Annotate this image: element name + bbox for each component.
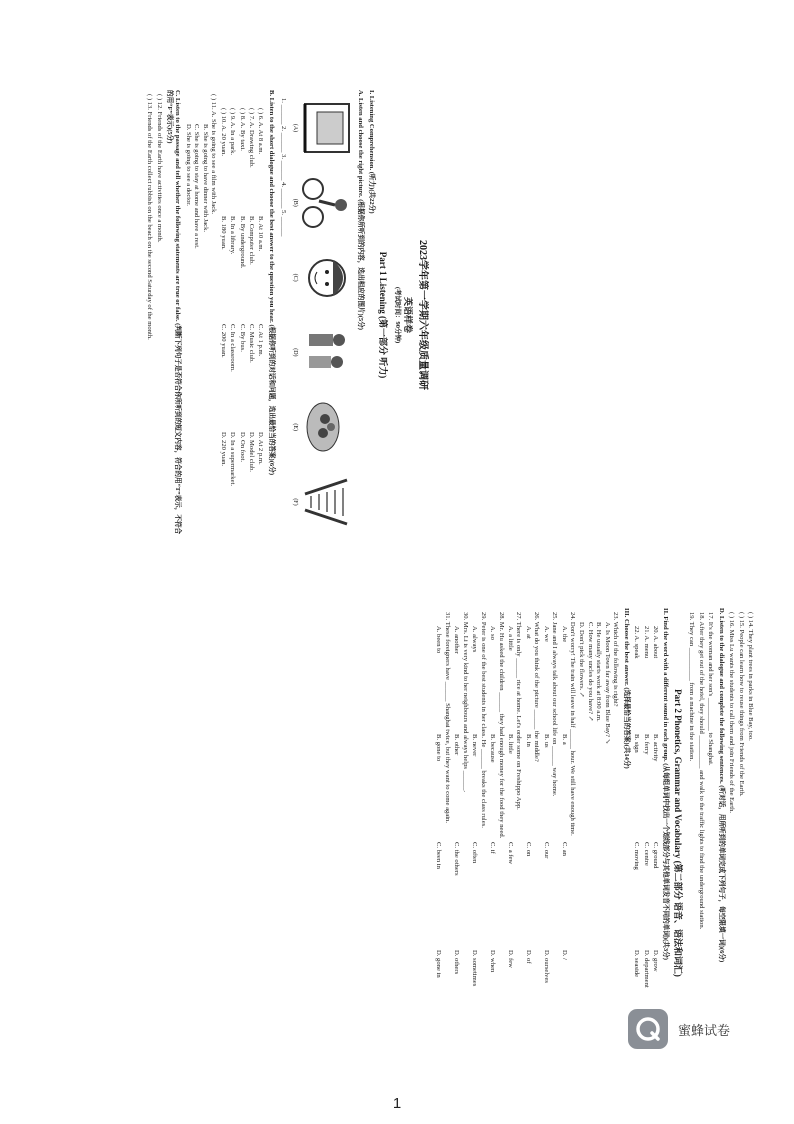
part1-heading: Part 1 Listening (第一部分 听力) xyxy=(378,251,389,379)
statement-13[interactable]: ( ) 13. Friends of the Earth collect rubbish on the beach on the second Saturday of the month. xyxy=(146,94,154,340)
exam-title: 2023学年第一学期六年级质量调研 xyxy=(417,240,428,390)
family-picture xyxy=(299,322,353,382)
question-31[interactable]: 31. These foreigners have ______ Shanghai twice, but they want to come again. A. been to B. gone to C. been in D. gone in xyxy=(435,612,451,978)
fill-17[interactable]: 17. It's the woman and her son's __________ to Shanghai. xyxy=(707,612,715,766)
fill-18[interactable]: 18. After they get out of the hotel, they should __________ and walk to the traffic lights to find the underground station. xyxy=(697,612,705,930)
question-23[interactable]: 23. Which of the following is right? A. Is Moon Town far away from Blue Bay? ↘ B. He usually starts work at 8:00 a.m. C. How many uncles do you have? ↗ D. Don't pick the flowers. ↗ xyxy=(578,612,620,745)
answer-blanks-1-5[interactable]: 1. ______ 2. ______ 3. ______ 4. ______ 5. ______ xyxy=(280,98,288,237)
picture-c: (C) xyxy=(290,246,353,310)
question-29[interactable]: 29. Peter is one of the best students in her class. He ______ breaks the class rules. A. always B. never C. often D. sometimes xyxy=(471,612,487,987)
question-26[interactable]: 26. What do you think of the picture ______ the middle? A. at B. in C. on D. of xyxy=(524,612,541,964)
fill-19[interactable]: 19. They can __________ from a machine in the station. xyxy=(688,612,696,762)
watermark-label: 蜜蜂试卷 xyxy=(678,1023,731,1039)
picture-a: (A) xyxy=(290,96,353,160)
picture-f: (F) xyxy=(290,470,353,534)
picture-row xyxy=(290,96,353,534)
question-10[interactable]: ( ) 10. A. 20 yuan. B. 180 yuan. C. 200 yuan. D. 220 yuan. xyxy=(219,108,227,467)
question-11[interactable]: ( ) 11. A. She is going to see a film with Jack. B. She is going to have dinner with Jack. C. She is going to stay at home and have a rest. D. She is going to see a doctor. xyxy=(184,94,218,249)
picture-b: (B) xyxy=(290,171,353,235)
section-listening: I. Listening Comprehension. (听力)(共22分) xyxy=(367,90,375,214)
question-8[interactable]: ( ) 8. A. By taxi. B. By underground. C. By bus. D. On foot. xyxy=(238,108,246,463)
section-ii-instruction: II. Find the word with a different sound in each group. (从每组单词中找出一个划线部分与其他单词发音不同的单词)(共3分) xyxy=(662,608,670,960)
boy-face-picture xyxy=(299,248,353,308)
exam-page-top xyxy=(70,90,430,540)
question-6[interactable]: ( ) 6. A. At 8 a.m. B. At 10 a.m. C. At 1 p.m. D. At 2 p.m. xyxy=(257,108,265,465)
picture-d: (D) xyxy=(290,320,353,384)
exam-subtitle: 英语样卷 xyxy=(403,296,414,333)
statement-12[interactable]: ( ) 12. Friends of the Earth have activities once a month. xyxy=(155,94,163,243)
dinner-table-picture xyxy=(299,397,353,457)
statement-16[interactable]: ( ) 16. Miss Lu wants the students to call them and join Friends of the Earth. xyxy=(728,612,736,814)
question-25[interactable]: 25. Jane and I always talk about our school life on ______ way home. A. we B. us C. our D. ourselves xyxy=(542,612,559,983)
section-c-instruction: C. Listen to the passage and tell whether the following statements are true or false. (判断下列句子是否符合你所听到的短文内容，符合的用“T”表示，不符合的用“F”表示)(5分) xyxy=(166,90,182,535)
statement-15[interactable]: ( ) 15. People can learn how to reuse things from Friends of the Earth. xyxy=(737,612,745,797)
section-d-instruction: D. Listen to the dialogue and complete the following sentences. (听对话，用所听到的单词完成下列句子，每空限填一词)(6分) xyxy=(717,608,725,963)
picture-e: (E) xyxy=(290,395,353,459)
section-a-instruction: A. Listen and choose the right picture. (根据你所听到的内容，选出相应的图片)(5分) xyxy=(357,90,365,330)
exam-page-bottom xyxy=(395,608,755,1058)
question-30[interactable]: 30. Mrs. Li is very kind to her neighbours and always helps ______. A. another B. other C. the others D. others xyxy=(453,612,469,975)
watermark xyxy=(628,1009,730,1049)
question-27[interactable]: 27. There is only ______ rice at home. Let's order some on Freshippo App. A. a little B. little C. a few D. few xyxy=(506,612,523,968)
question-24[interactable]: 24. Don't worry! The train will leave in half ______ hour. We still have enough time. A. the B. a C. an D. / xyxy=(560,612,577,960)
statement-14[interactable]: ( ) 14. They plant trees in parks in Blue Bay, too. xyxy=(747,612,754,741)
shop-window-picture xyxy=(299,98,353,158)
section-b-instruction: B. Listen to the short dialogue and choose the best answer to the question you hear. (根据你听到的对话和问题，选出最恰当的答案)(6分) xyxy=(267,90,275,476)
escalator-picture xyxy=(299,472,353,532)
section-iii-instruction: III. Choose the best answer. (选择最恰当的答案)(共14分) xyxy=(622,608,630,769)
cyclist-picture xyxy=(299,173,353,233)
question-28[interactable]: 28. Mr. Hu asked the children ______ they had enough money for the food they need. A. so B. because C. if D. when xyxy=(489,612,505,973)
question-21[interactable]: 21. A. menu B. ferry C. centre D. department xyxy=(642,626,650,988)
watermark-logo-icon xyxy=(628,1009,668,1049)
question-9[interactable]: ( ) 9. A. In a park. B. In a library. C. In a classroom. D. In a supermarket. xyxy=(229,108,237,487)
part2-heading: Part 2 Phonetics, Grammar and Vocabulary (第二部分 语音、语法和词汇) xyxy=(672,689,683,977)
page-number: 1 xyxy=(392,1095,402,1112)
question-22[interactable]: 22. A. speak B. sign C. moving D. seaside xyxy=(633,626,641,978)
question-7[interactable]: ( ) 7. A. Drawing club. B. Computer club. C. Music club. D. Model club. xyxy=(248,108,255,472)
question-20[interactable]: 20. A. about B. activity C. ground D. grow xyxy=(651,626,659,972)
exam-time-note: (考试时间：90分钟) xyxy=(393,286,401,344)
